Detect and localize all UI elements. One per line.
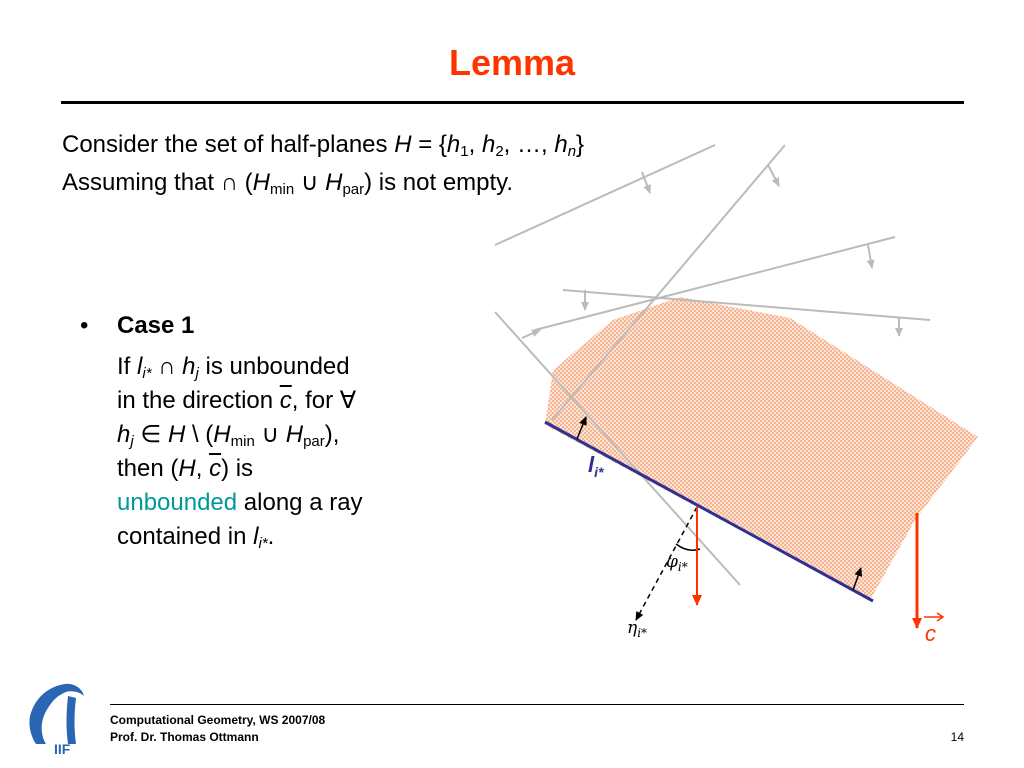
case-line-1: If $l_{i*}$ ∩ $h_j$ is unbounded <box>117 353 350 382</box>
intro-line-2: Assuming that ∩ ($H_{min}$ ∪ $H_{par}$) is not empty. <box>62 169 514 198</box>
iif-logo <box>22 680 102 755</box>
feasible-region <box>545 297 978 600</box>
label-l-sub: i* <box>594 464 604 480</box>
case-line-6: contained in $l_{i*}$. <box>117 523 275 552</box>
constraint-line-2 <box>495 145 715 245</box>
logo-text: IIF <box>54 741 71 755</box>
svg-text:φi* <box>666 552 688 574</box>
svg-text:li* <box>588 452 604 480</box>
label-l: l <box>588 452 595 477</box>
bullet-marker: • <box>80 312 89 339</box>
case-line-3: $h_j$ ∈ H \ ($H_{min}$ ∪ $H_{par}$), <box>117 421 340 450</box>
footer-course: Computational Geometry, WS 2007/08 <box>110 713 326 727</box>
case-line-5: unbounded along a ray <box>117 489 363 516</box>
case-line-4: then (H, $\overline{c}$) is <box>117 455 254 482</box>
slide-title: Lemma <box>448 42 576 83</box>
label-eta-sub: i* <box>637 626 648 640</box>
footer-professor: Prof. Dr. Thomas Ottmann <box>110 730 259 744</box>
case-heading: Case 1 <box>117 312 195 339</box>
label-phi: φ <box>666 552 678 572</box>
unbounded-highlight: unbounded <box>117 489 238 516</box>
svg-text:ηi* <box>627 618 647 640</box>
label-phi-sub: i* <box>677 560 688 574</box>
case-line-2: in the direction $\overline{c}$, for ∀ <box>117 387 357 414</box>
page-number: 14 <box>950 730 964 744</box>
footer-divider <box>110 704 964 705</box>
footer-info <box>110 712 325 746</box>
label-eta: η <box>627 618 638 638</box>
label-c: c <box>925 621 936 646</box>
intro-line-1: Consider the set of half-planes $H = \{h_1$, $h_2$, …, $h_n$} <box>62 131 585 160</box>
